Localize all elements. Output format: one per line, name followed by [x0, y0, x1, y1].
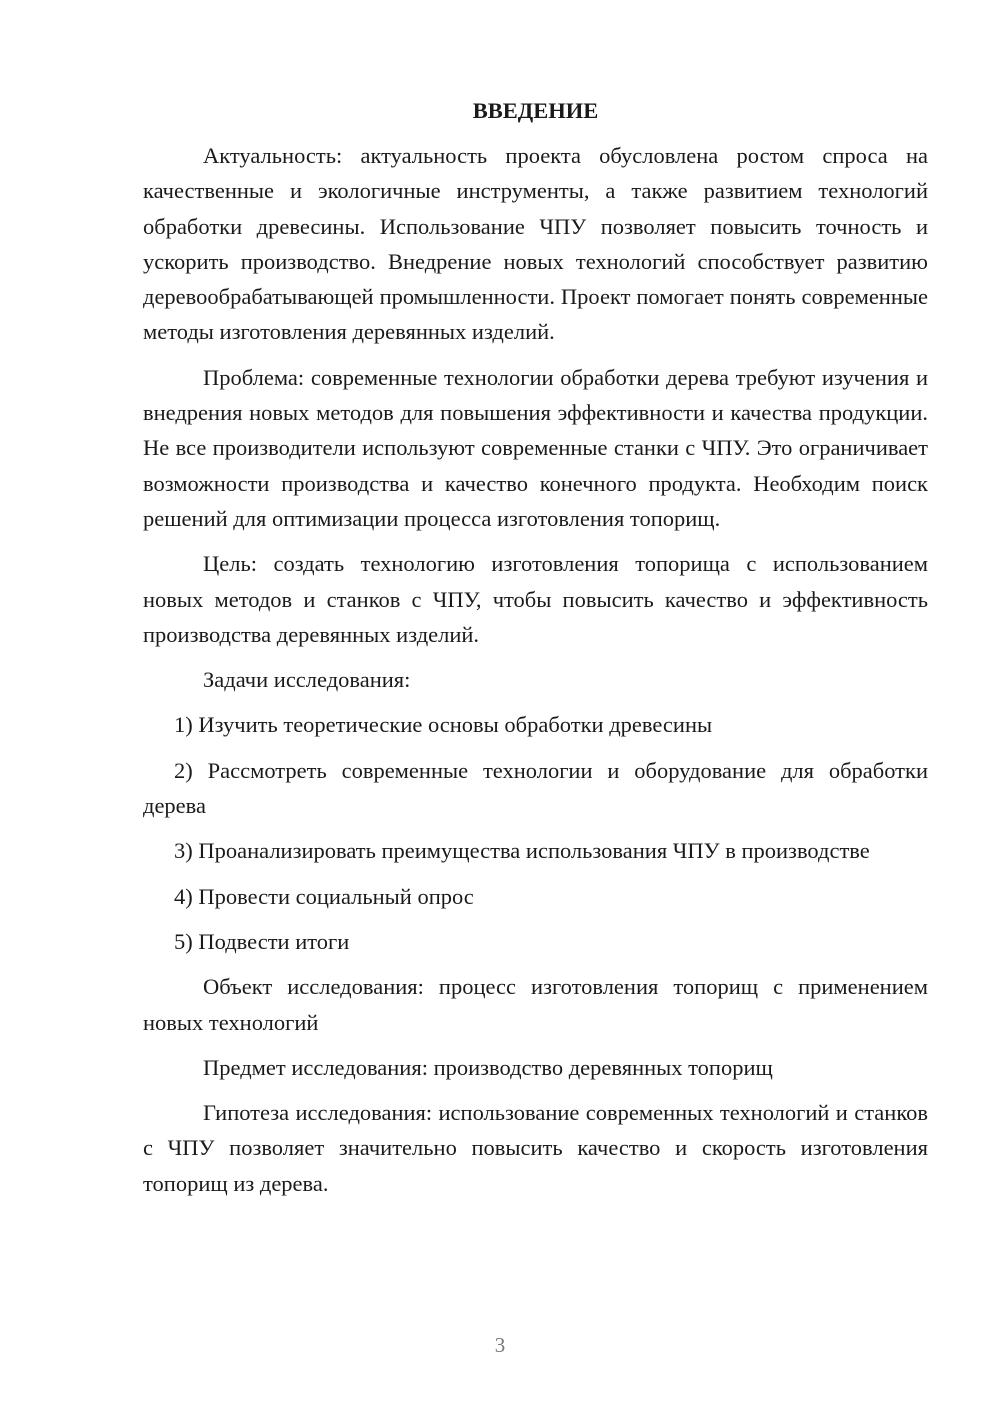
tasks-heading: Задачи исследования: — [203, 667, 411, 693]
paragraph-subject: Предмет исследования: производство деревянных топорищ — [203, 1054, 773, 1080]
page-title: ВВЕДЕНИЕ — [472, 98, 599, 123]
paragraph-object: Объект исследования: процесс изготовления топорищ с применением новых технологий — [143, 974, 928, 1035]
page-content — [143, 93, 928, 1211]
paragraph-hypothesis: Гипотеза исследования: использование современных технологий и станков с ЧПУ позволяет значительно повысить качество и скорость изготовления топорищ из дерева. — [143, 1100, 928, 1196]
task-item-1: 1) Изучить теоретические основы обработки древесины — [174, 712, 713, 738]
paragraph-goal: Цель: создать технологию изготовления топорища с использованием новых методов и станков с ЧПУ, чтобы повысить качество и эффективность производства деревянных изделий. — [143, 551, 928, 647]
task-item-4: 4) Провести социальный опрос — [174, 883, 474, 909]
task-item-3: 3) Проанализировать преимущества использования ЧПУ в производстве — [174, 838, 870, 864]
page-number: 3 — [494, 1333, 506, 1357]
task-item-2: 2) Рассмотреть современные технологии и оборудование для обработки дерева — [143, 757, 928, 819]
paragraph-relevance: Актуальность: актуальность проекта обусловлена ростом спроса на качественные и экологичные инструменты, а также развитием технологий обработки древесины. Использование ЧПУ позволяет повысить точность и ускорить производство. Внедрение новых технологий способствует развитию деревообрабатывающей промышленности. Проект помогает понять современные методы изготовления деревянных изделий. — [143, 143, 928, 345]
task-item-5: 5) Подвести итоги — [174, 928, 350, 954]
paragraph-problem: Проблема: современные технологии обработки дерева требуют изучения и внедрения новых методов для повышения эффективности и качества продукции. Не все производители используют современные станки с ЧПУ. Это ограничивает возможности производства и качество конечного продукта. Необходим поиск решений для оптимизации процесса изготовления топорищ. — [143, 364, 928, 531]
